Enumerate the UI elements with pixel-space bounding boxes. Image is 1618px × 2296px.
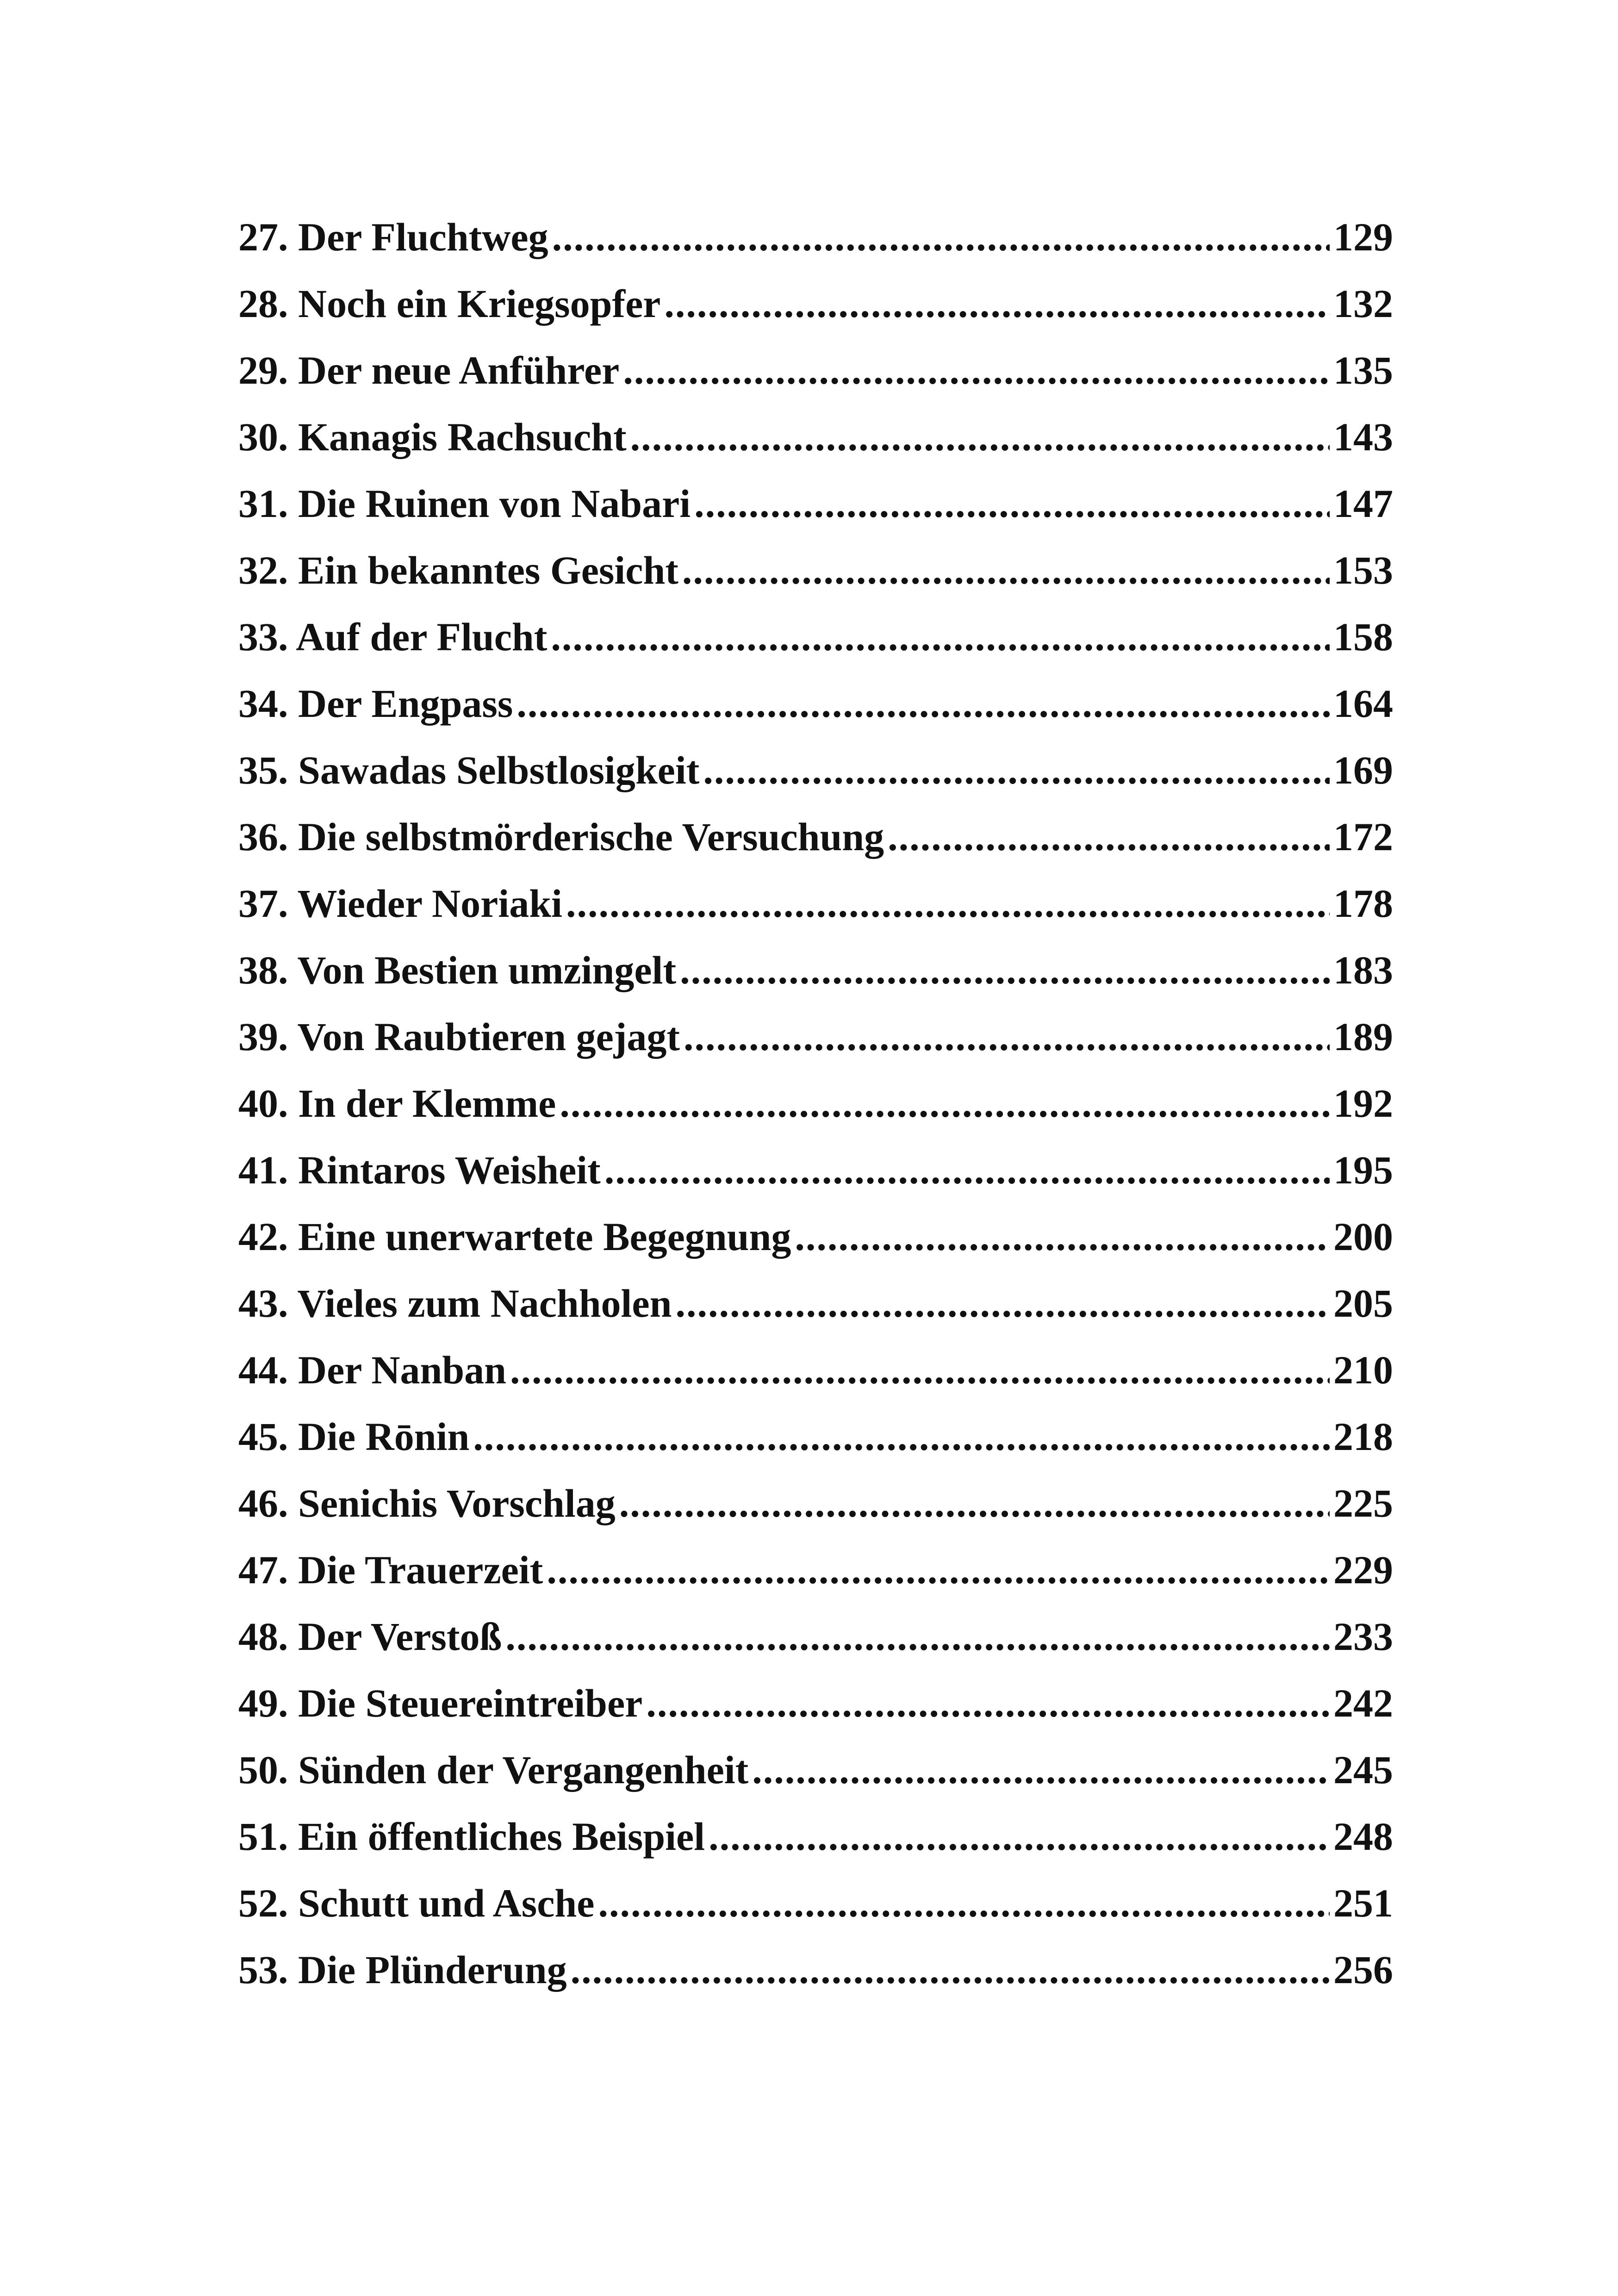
toc-entry-title: 31. Die Ruinen von Nabari xyxy=(238,481,691,526)
toc-dot-leader xyxy=(571,1936,1330,2003)
toc-entry-title: 41. Rintaros Weisheit xyxy=(238,1148,601,1192)
toc-entry xyxy=(238,1870,1393,1936)
toc-entry-title: 29. Der neue Anführer xyxy=(238,348,620,392)
toc-entry-page-number: 169 xyxy=(1333,748,1393,792)
toc-entry-title: 51. Ein öffentliches Beispiel xyxy=(238,1814,705,1859)
toc-entry-page-number: 135 xyxy=(1333,348,1393,392)
toc-dot-leader xyxy=(709,1803,1330,1870)
toc-entry xyxy=(238,803,1393,870)
toc-entry-page-number: 158 xyxy=(1333,615,1393,659)
toc-entry xyxy=(238,537,1393,604)
toc-dot-leader xyxy=(646,1670,1330,1736)
toc-entry-title: 35. Sawadas Selbstlosigkeit xyxy=(238,748,700,792)
toc-entry xyxy=(238,937,1393,1003)
toc-entry xyxy=(238,737,1393,803)
toc-entry-title: 44. Der Nanban xyxy=(238,1348,506,1392)
toc-entry xyxy=(238,1137,1393,1203)
toc-dot-leader xyxy=(682,537,1330,604)
toc-entry xyxy=(238,1337,1393,1403)
toc-entry-title: 43. Vieles zum Nachholen xyxy=(238,1281,672,1325)
toc-entry-page-number: 178 xyxy=(1333,881,1393,926)
toc-entry-page-number: 210 xyxy=(1333,1348,1393,1392)
toc-dot-leader xyxy=(604,1137,1330,1203)
toc-entry-title: 27. Der Fluchtweg xyxy=(238,215,548,259)
toc-dot-leader xyxy=(619,1470,1330,1537)
toc-entry-title: 52. Schutt und Asche xyxy=(238,1881,595,1925)
toc-entry xyxy=(238,1470,1393,1537)
toc-entry-title: 38. Von Bestien umzingelt xyxy=(238,948,677,992)
toc-entry-page-number: 225 xyxy=(1333,1481,1393,1525)
toc-entry xyxy=(238,1070,1393,1137)
toc-dot-leader xyxy=(551,604,1330,670)
toc-dot-leader xyxy=(684,1003,1330,1070)
toc-entry-page-number: 233 xyxy=(1333,1614,1393,1659)
toc-entry-page-number: 229 xyxy=(1333,1548,1393,1592)
toc-entry xyxy=(238,270,1393,337)
toc-entry-title: 42. Eine unerwartete Begegnung xyxy=(238,1214,791,1259)
toc-dot-leader xyxy=(598,1870,1330,1936)
toc-dot-leader xyxy=(560,1070,1330,1137)
toc-entry xyxy=(238,604,1393,670)
toc-entry-title: 32. Ein bekanntes Gesicht xyxy=(238,548,678,592)
toc-entry-title: 37. Wieder Noriaki xyxy=(238,881,562,926)
toc-entry-page-number: 242 xyxy=(1333,1681,1393,1725)
toc-entry-title: 48. Der Verstoß xyxy=(238,1614,502,1659)
toc-entry xyxy=(238,1003,1393,1070)
toc-dot-leader xyxy=(675,1270,1330,1337)
toc-entry-page-number: 172 xyxy=(1333,815,1393,859)
toc-entry-page-number: 251 xyxy=(1333,1881,1393,1925)
toc-entry xyxy=(238,870,1393,937)
toc-entry-page-number: 192 xyxy=(1333,1081,1393,1126)
toc-dot-leader xyxy=(552,204,1330,270)
toc-entry-page-number: 153 xyxy=(1333,548,1393,592)
toc-entry xyxy=(238,1537,1393,1603)
toc-entry-title: 40. In der Klemme xyxy=(238,1081,556,1126)
toc-dot-leader xyxy=(752,1736,1330,1803)
toc-entry-title: 36. Die selbstmörderische Versuchung xyxy=(238,815,884,859)
toc-entry-title: 46. Senichis Vorschlag xyxy=(238,1481,616,1525)
toc-entry-page-number: 147 xyxy=(1333,481,1393,526)
toc-entry-title: 30. Kanagis Rachsucht xyxy=(238,415,627,459)
toc-entry-title: 39. Von Raubtieren gejagt xyxy=(238,1014,680,1059)
toc-entry-page-number: 248 xyxy=(1333,1814,1393,1859)
toc-dot-leader xyxy=(623,337,1330,404)
table-of-contents xyxy=(238,204,1393,2003)
toc-dot-leader xyxy=(566,870,1330,937)
toc-entry-page-number: 183 xyxy=(1333,948,1393,992)
toc-entry-page-number: 200 xyxy=(1333,1214,1393,1259)
toc-dot-leader xyxy=(473,1403,1330,1470)
toc-entry-page-number: 132 xyxy=(1333,281,1393,326)
toc-entry xyxy=(238,337,1393,404)
toc-entry-title: 28. Noch ein Kriegsopfer xyxy=(238,281,661,326)
toc-entry-title: 33. Auf der Flucht xyxy=(238,615,548,659)
toc-dot-leader xyxy=(664,270,1330,337)
toc-entry xyxy=(238,1270,1393,1337)
toc-entry-page-number: 245 xyxy=(1333,1748,1393,1792)
toc-entry xyxy=(238,404,1393,470)
toc-entry-title: 53. Die Plünderung xyxy=(238,1948,567,1992)
toc-entry-page-number: 195 xyxy=(1333,1148,1393,1192)
toc-dot-leader xyxy=(703,737,1330,803)
toc-entry xyxy=(238,204,1393,270)
toc-entry-title: 34. Der Engpass xyxy=(238,681,513,726)
toc-entry-title: 45. Die Rōnin xyxy=(238,1414,470,1459)
toc-entry-title: 49. Die Steuereintreiber xyxy=(238,1681,643,1725)
toc-entry xyxy=(238,670,1393,737)
toc-entry-title: 50. Sünden der Vergangenheit xyxy=(238,1748,749,1792)
toc-dot-leader xyxy=(517,670,1330,737)
toc-entry xyxy=(238,1203,1393,1270)
toc-dot-leader xyxy=(795,1203,1330,1270)
toc-entry-page-number: 218 xyxy=(1333,1414,1393,1459)
toc-dot-leader xyxy=(505,1603,1330,1670)
toc-entry xyxy=(238,1803,1393,1870)
toc-entry-page-number: 143 xyxy=(1333,415,1393,459)
toc-entry-title: 47. Die Trauerzeit xyxy=(238,1548,543,1592)
toc-entry xyxy=(238,1736,1393,1803)
toc-entry xyxy=(238,470,1393,537)
toc-dot-leader xyxy=(694,470,1330,537)
toc-entry-page-number: 164 xyxy=(1333,681,1393,726)
toc-dot-leader xyxy=(547,1537,1330,1603)
toc-entry xyxy=(238,1670,1393,1736)
toc-entry xyxy=(238,1403,1393,1470)
toc-dot-leader xyxy=(630,404,1330,470)
toc-entry-page-number: 205 xyxy=(1333,1281,1393,1325)
toc-entry-page-number: 189 xyxy=(1333,1014,1393,1059)
toc-entry-page-number: 129 xyxy=(1333,215,1393,259)
toc-dot-leader xyxy=(680,937,1330,1003)
toc-dot-leader xyxy=(510,1337,1330,1403)
toc-entry xyxy=(238,1936,1393,2003)
toc-entry-page-number: 256 xyxy=(1333,1948,1393,1992)
toc-entry xyxy=(238,1603,1393,1670)
toc-dot-leader xyxy=(888,803,1330,870)
